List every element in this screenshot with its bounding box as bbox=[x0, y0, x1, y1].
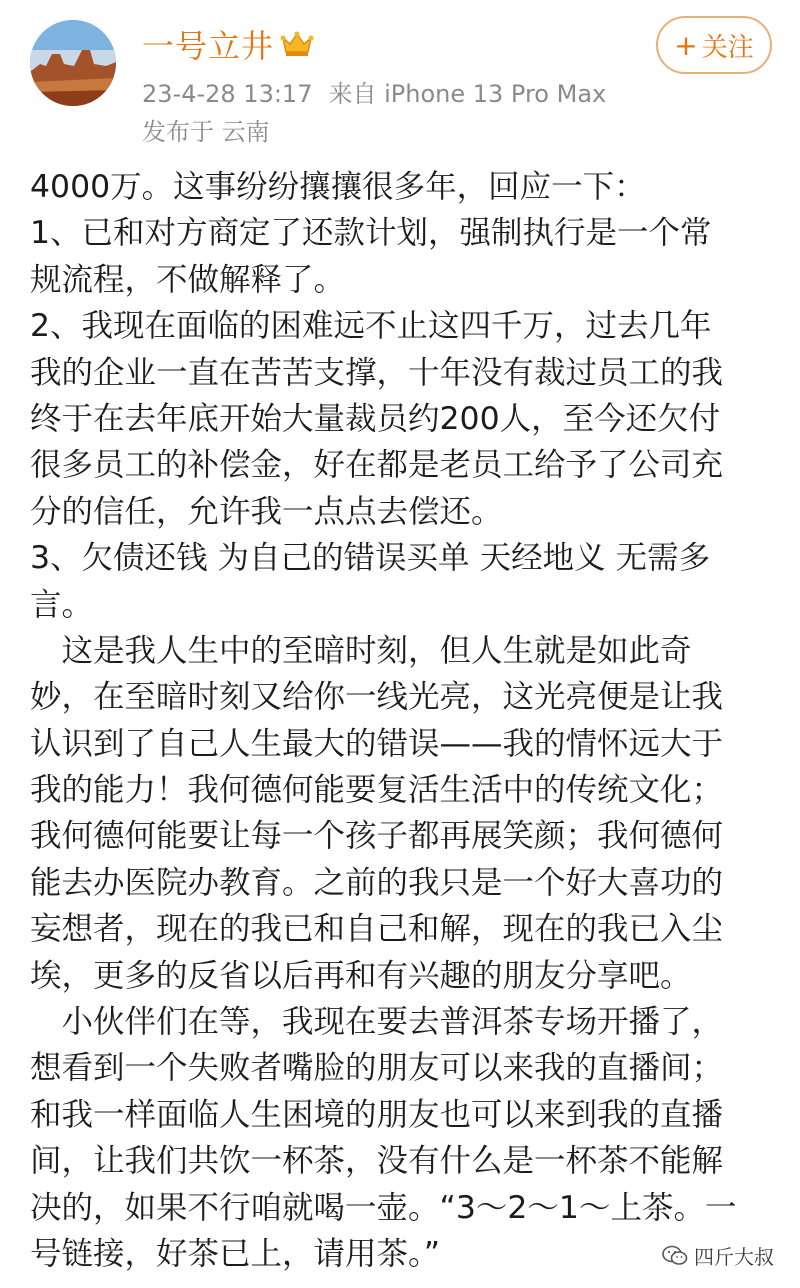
post-line: 3、欠债还钱 为自己的错误买单 天经地义 无需多 bbox=[30, 540, 711, 577]
follow-label: 关注 bbox=[701, 32, 754, 63]
wechat-icon bbox=[662, 1245, 688, 1267]
post-line: 规流程，不做解释了。 bbox=[30, 261, 346, 298]
post-line: 决的，如果不行咱就喝一壶。“3～2～1～上茶。一 bbox=[30, 1189, 737, 1226]
post-line: 我的能力！我何德何能要复活生活中的传统文化； bbox=[30, 772, 724, 809]
post-line: 号链接，好茶已上，请用茶。” bbox=[30, 1235, 441, 1272]
watermark-text: 四斤大叔 bbox=[694, 1245, 774, 1269]
post-line: 认识到了自己人生最大的错误——我的情怀远大于 bbox=[30, 725, 724, 762]
post-line: 想看到一个失败者嘴脸的朋友可以来我的直播间； bbox=[30, 1050, 724, 1087]
desert-landscape-avatar bbox=[30, 20, 116, 106]
post-line: 妙，在至暗时刻又给你一线光亮，这光亮便是让我 bbox=[30, 679, 724, 716]
post-line: 这是我人生中的至暗时刻，但人生就是如此奇 bbox=[30, 632, 692, 669]
post-line: 4000万。这事纷纷攘攘很多年，回应一下： bbox=[30, 169, 646, 205]
post-line: 间，让我们共饮一杯茶，没有什么是一杯茶不能解 bbox=[30, 1143, 724, 1180]
watermark bbox=[662, 1241, 774, 1270]
post-line: 我何德何能要让每一个孩子都再展笑颜；我何德何 bbox=[30, 818, 724, 855]
post-line: 和我一样面临人生困境的朋友也可以来到我的直播 bbox=[30, 1096, 724, 1133]
post-line: 妄想者，现在的我已和自己和解，现在的我已入尘 bbox=[30, 911, 724, 948]
post-source: 来自 iPhone 13 Pro Max bbox=[328, 80, 607, 108]
post-timestamp: 23-4-28 13:17 bbox=[142, 80, 313, 108]
post-location: 发布于 云南 bbox=[142, 118, 270, 146]
post-line: 言。 bbox=[30, 586, 94, 623]
post-line: 能去办医院办教育。之前的我只是一个好大喜功的 bbox=[30, 864, 724, 901]
post-line: 1、已和对方商定了还款计划，强制执行是一个常 bbox=[30, 215, 712, 252]
username-row bbox=[142, 22, 314, 66]
post-line: 埃，更多的反省以后再和有兴趣的朋友分享吧。 bbox=[30, 957, 692, 994]
post-line: 终于在去年底开始大量裁员约200人，至今还欠付 bbox=[30, 400, 721, 437]
post-meta bbox=[142, 74, 606, 109]
username[interactable]: 一号立井 bbox=[142, 27, 275, 65]
post-line: 我的企业一直在苦苦支撑，十年没有裁过员工的我 bbox=[30, 354, 724, 391]
post-body bbox=[30, 164, 780, 1277]
post-line: 很多员工的补偿金，好在都是老员工给予了公司充 bbox=[30, 447, 724, 484]
crown-icon bbox=[280, 30, 314, 58]
post-line: 小伙伴们在等，我现在要去普洱茶专场开播了， bbox=[30, 1004, 724, 1041]
user-avatar[interactable] bbox=[30, 20, 116, 106]
follow-button[interactable] bbox=[656, 16, 772, 74]
plus-icon: + bbox=[674, 28, 698, 62]
post-line: 2、我现在面临的困难远不止这四千万，过去几年 bbox=[30, 308, 712, 345]
post-line: 分的信任，允许我一点点去偿还。 bbox=[30, 493, 503, 530]
